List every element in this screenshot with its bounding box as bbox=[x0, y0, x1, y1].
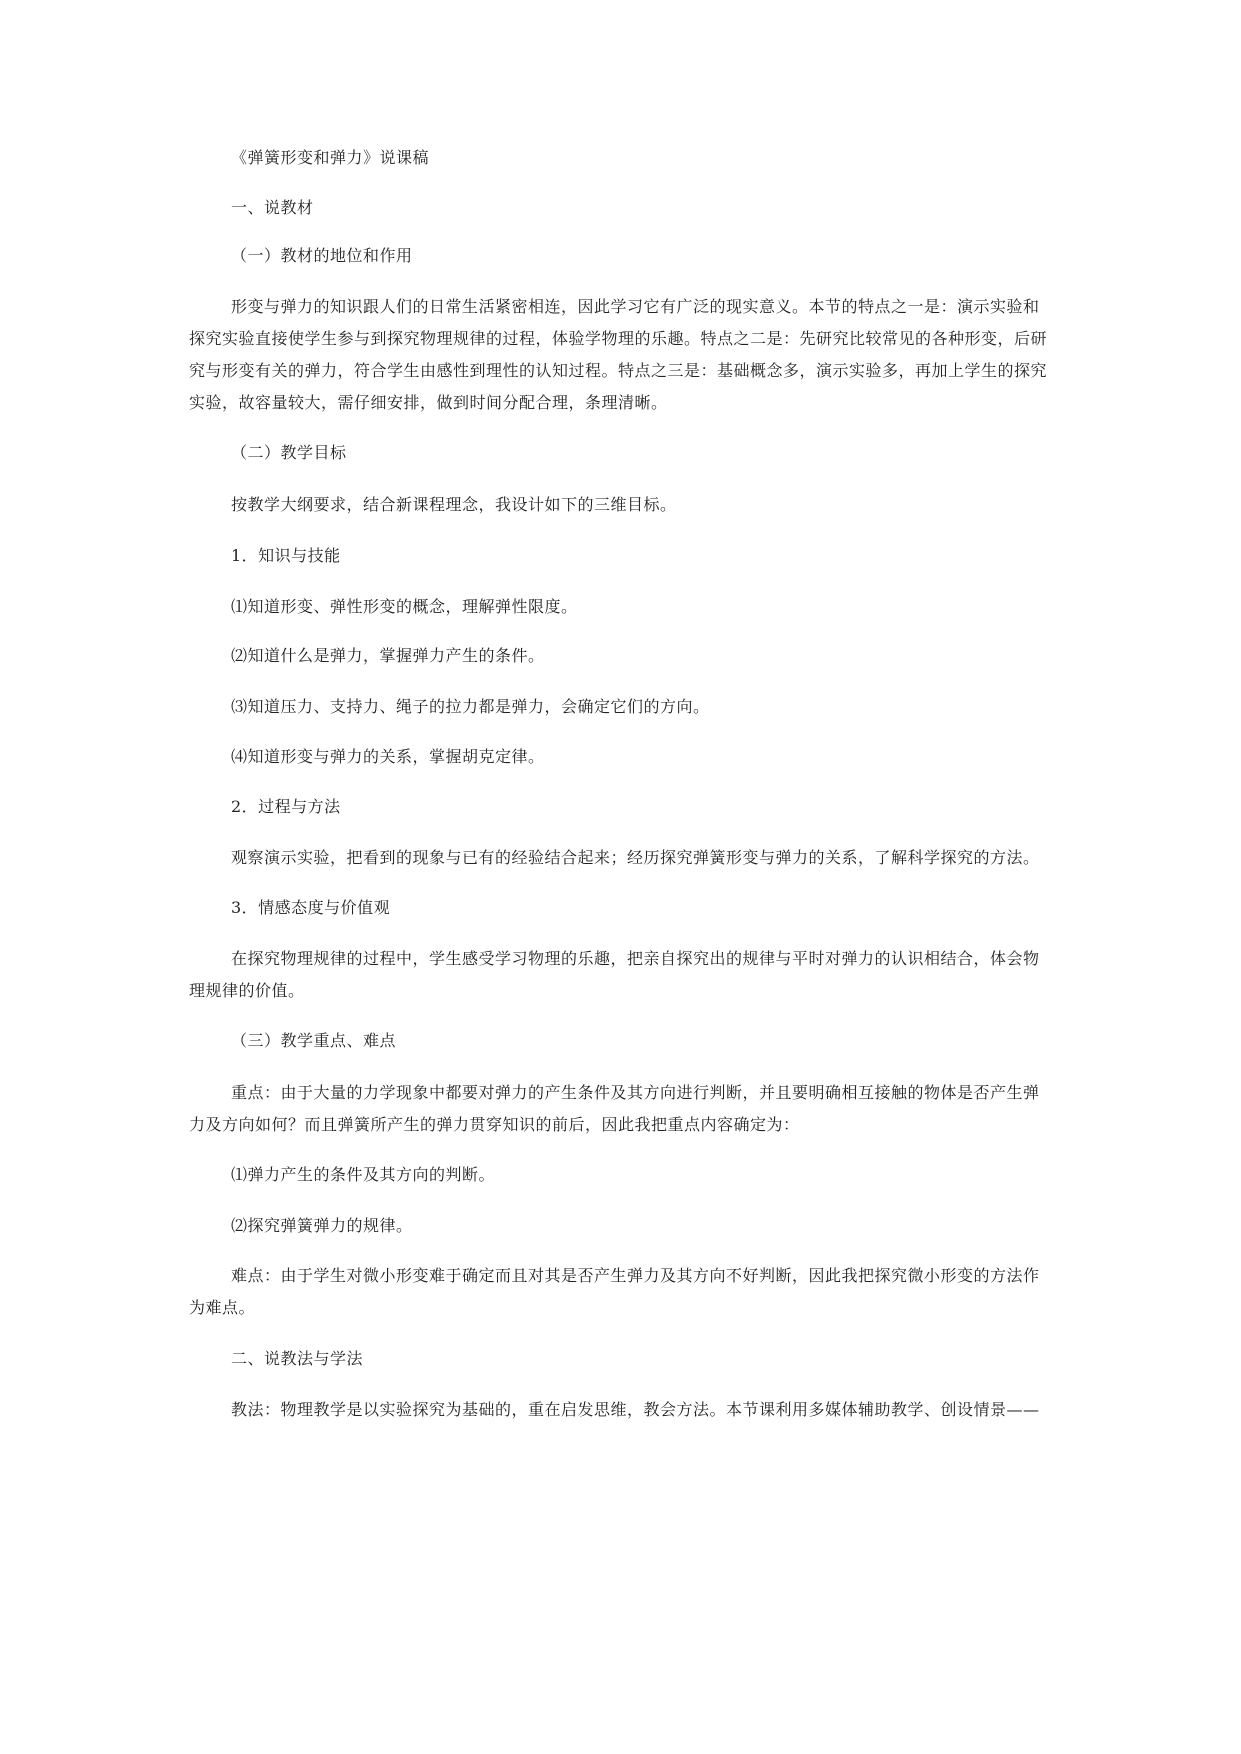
goal-heading: 1．知识与技能 bbox=[231, 546, 341, 565]
paragraph-line: 形变与弹力的知识跟人们的日常生活紧密相连，因此学习它有广泛的现实意义。本节的特点之一是：演示实验和 bbox=[231, 297, 1040, 316]
list-item: ⑷知道形变与弹力的关系，掌握胡克定律。 bbox=[231, 747, 545, 766]
paragraph-line: 观察演示实验，把看到的现象与已有的经验结合起来；经历探究弹簧形变与弹力的关系，了解科学探究的方法。 bbox=[231, 848, 1040, 867]
paragraph-line: 教法：物理教学是以实验探究为基础的，重在启发思维，教会方法。本节课利用多媒体辅助教学、创设情景—— bbox=[231, 1400, 1040, 1419]
paragraph-line: 探究实验直接使学生参与到探究物理规律的过程，体验学物理的乐趣。特点之二是：先研究比较常见的各种形变，后研 bbox=[189, 329, 1048, 348]
section-heading: 二、说教法与学法 bbox=[231, 1349, 364, 1368]
paragraph-line: 理规律的价值。 bbox=[189, 981, 305, 1000]
section-heading: 一、说教材 bbox=[231, 198, 314, 217]
paragraph-line: 实验，故容量较大，需仔细安排，做到时间分配合理，条理清晰。 bbox=[189, 393, 668, 412]
paragraph-line: 究与形变有关的弹力，符合学生由感性到理性的认知过程。特点之三是：基础概念多，演示实验多，再加上学生的探究 bbox=[189, 361, 1048, 380]
paragraph-line: 为难点。 bbox=[189, 1298, 256, 1317]
paragraph-line: 力及方向如何？而且弹簧所产生的弹力贯穿知识的前后，因此我把重点内容确定为： bbox=[189, 1115, 800, 1134]
subsection-heading: （三）教学重点、难点 bbox=[231, 1031, 397, 1050]
paragraph-line: 按教学大纲要求，结合新课程理念，我设计如下的三维目标。 bbox=[231, 495, 677, 514]
list-item: ⑵探究弹簧弹力的规律。 bbox=[231, 1216, 413, 1235]
subsection-heading: （一）教材的地位和作用 bbox=[231, 246, 413, 265]
list-item: ⑵知道什么是弹力，掌握弹力产生的条件。 bbox=[231, 646, 545, 665]
paragraph-line: 难点：由于学生对微小形变难于确定而且对其是否产生弹力及其方向不好判断，因此我把探究微小形变的方法作 bbox=[231, 1266, 1040, 1285]
list-item: ⑴知道形变、弹性形变的概念，理解弹性限度。 bbox=[231, 597, 578, 616]
list-item: ⑶知道压力、支持力、绳子的拉力都是弹力，会确定它们的方向。 bbox=[231, 697, 710, 716]
goal-heading: 2．过程与方法 bbox=[231, 797, 341, 816]
paragraph-line: 在探究物理规律的过程中，学生感受学习物理的乐趣，把亲自探究出的规律与平时对弹力的认识相结合，体会物 bbox=[231, 949, 1040, 968]
subsection-heading: （二）教学目标 bbox=[231, 443, 347, 462]
paragraph-line: 重点：由于大量的力学现象中都要对弹力的产生条件及其方向进行判断，并且要明确相互接触的物体是否产生弹 bbox=[231, 1083, 1040, 1102]
document-title: 《弹簧形变和弹力》说课稿 bbox=[231, 148, 430, 167]
goal-heading: 3．情感态度与价值观 bbox=[231, 898, 391, 917]
list-item: ⑴弹力产生的条件及其方向的判断。 bbox=[231, 1165, 496, 1184]
